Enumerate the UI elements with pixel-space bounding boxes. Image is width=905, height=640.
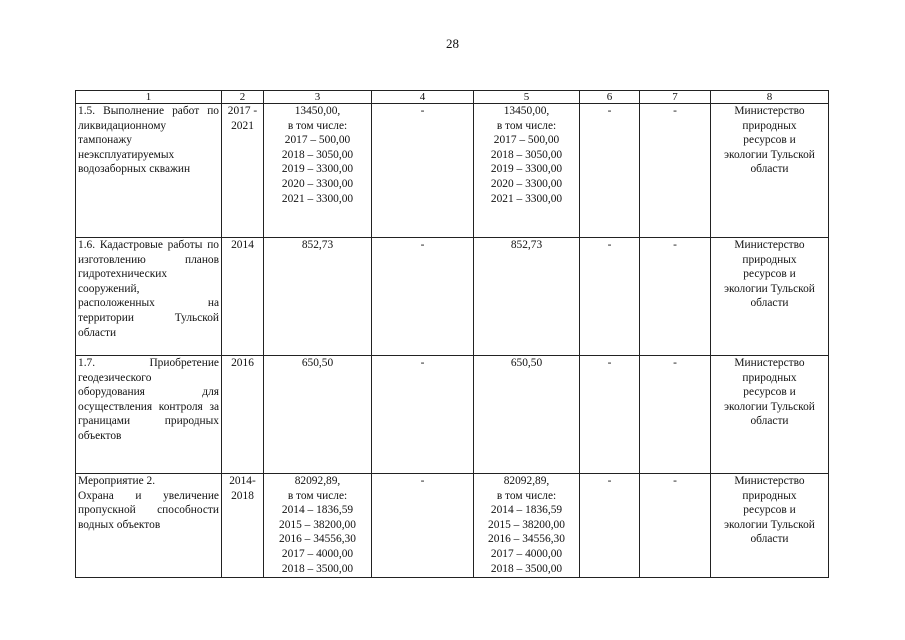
executor-cell: Министерство природных ресурсов и экологии Тульской области [711, 474, 829, 578]
page-number: 28 [446, 36, 459, 51]
period-cell: 2016 [222, 356, 264, 474]
table-row [76, 238, 829, 356]
column-header-4: 4 [372, 91, 474, 104]
column-header-1: 1 [76, 91, 222, 104]
column-5-cell: 82092,89, в том числе: 2014 – 1836,59 2015 – 38200,00 2016 – 34556,30 2017 – 4000,00 2018 – 3500,00 [474, 474, 580, 578]
activity-name-cell: 1.7. Приобретение геодезического оборудования для осуществления контроля за границами природных объектов [76, 356, 222, 474]
program-activities-table [75, 90, 829, 578]
column-7-cell: - [640, 474, 711, 578]
column-number-row [76, 91, 829, 104]
column-6-cell: - [580, 104, 640, 238]
column-header-3: 3 [264, 91, 372, 104]
activity-name-cell: Мероприятие 2. Охрана и увеличение пропускной способности водных объектов [76, 474, 222, 578]
column-5-cell: 13450,00, в том числе: 2017 – 500,00 2018 – 3050,00 2019 – 3300,00 2020 – 3300,00 2021 – 3300,00 [474, 104, 580, 238]
column-header-8: 8 [711, 91, 829, 104]
activity-name-cell: 1.6. Кадастровые работы по изготовлению планов гидротехнических сооружений, расположенных на территории Тульской области [76, 238, 222, 356]
table-row [76, 104, 829, 238]
executor-cell: Министерство природных ресурсов и экологии Тульской области [711, 104, 829, 238]
column-6-cell: - [580, 238, 640, 356]
column-header-7: 7 [640, 91, 711, 104]
column-4-cell: - [372, 356, 474, 474]
column-4-cell: - [372, 474, 474, 578]
column-4-cell: - [372, 104, 474, 238]
total-funding-cell: 852,73 [264, 238, 372, 356]
period-cell: 2014- 2018 [222, 474, 264, 578]
period-cell: 2017 - 2021 [222, 104, 264, 238]
total-funding-cell: 82092,89, в том числе: 2014 – 1836,59 2015 – 38200,00 2016 – 34556,30 2017 – 4000,00 2018 – 3500,00 [264, 474, 372, 578]
column-header-5: 5 [474, 91, 580, 104]
executor-cell: Министерство природных ресурсов и экологии Тульской области [711, 238, 829, 356]
table-row [76, 474, 829, 578]
column-7-cell: - [640, 104, 711, 238]
activity-name-cell: 1.5. Выполнение работ по ликвидационному тампонажу неэксплуатируемых водозаборных скважин [76, 104, 222, 238]
total-funding-cell: 13450,00, в том числе: 2017 – 500,00 2018 – 3050,00 2019 – 3300,00 2020 – 3300,00 2021 – 3300,00 [264, 104, 372, 238]
column-5-cell: 650,50 [474, 356, 580, 474]
column-4-cell: - [372, 238, 474, 356]
column-header-6: 6 [580, 91, 640, 104]
column-5-cell: 852,73 [474, 238, 580, 356]
column-7-cell: - [640, 238, 711, 356]
total-funding-cell: 650,50 [264, 356, 372, 474]
column-6-cell: - [580, 356, 640, 474]
column-7-cell: - [640, 356, 711, 474]
column-header-2: 2 [222, 91, 264, 104]
executor-cell: Министерство природных ресурсов и экологии Тульской области [711, 356, 829, 474]
column-6-cell: - [580, 474, 640, 578]
period-cell: 2014 [222, 238, 264, 356]
table-row [76, 356, 829, 474]
